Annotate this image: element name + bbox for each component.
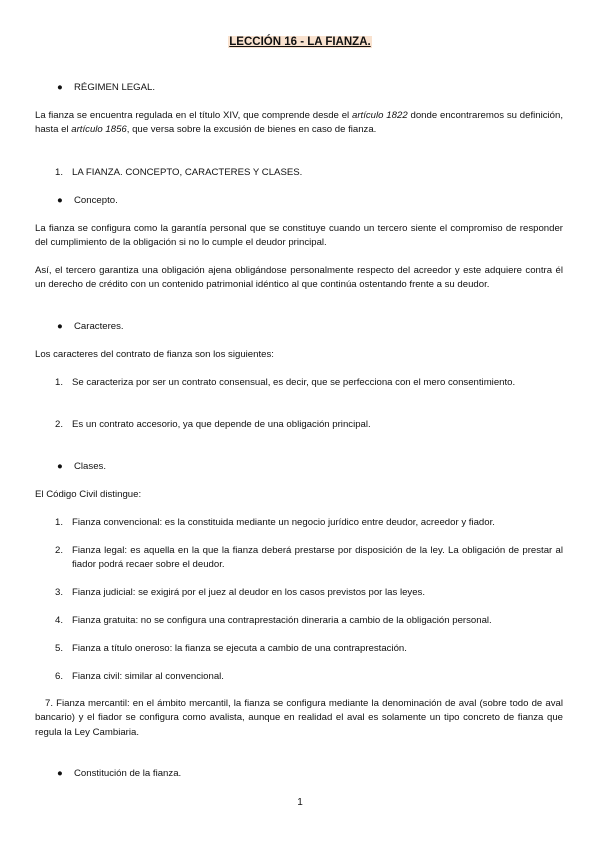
article-ref-1856: artículo 1856 [71,124,127,136]
bullet-dot: ● [57,461,63,472]
page-number: 1 [297,797,303,808]
bullet-dot: ● [57,321,63,332]
caracteres-intro: Los caracteres del contrato de fianza son los siguientes: [35,349,274,360]
clases-item-4: 4. Fianza gratuita: no se configura una contraprestación dineraria a cambio de la obligación personal. [55,615,492,626]
bullet-dot: ● [57,768,63,779]
concepto-paragraph-1: La fianza se configura como la garantía personal que se constituye cuando un tercero siente el compromiso de responder del cumplimiento de la obligación si no lo cumple el deudor principal. [35,223,563,249]
caracteres-heading: Caracteres. [74,321,124,332]
section-heading-1: 1. LA FIANZA. CONCEPTO, CARACTERES Y CLASES. [55,167,303,178]
clases-item-2: 2. Fianza legal: es aquella en la que la fianza deberá prestarse por disposición de la ley. La obligación de prestar al fiador podrá recaer sobre el deudor. [55,545,563,571]
clases-item-6: 6. Fianza civil: similar al convencional. [55,671,224,682]
caracteres-item-1: 1. Se caracteriza por ser un contrato consensual, es decir, que se perfecciona con el mero consentimiento. [55,377,516,388]
concepto-paragraph-2: Así, el tercero garantiza una obligación ajena obligándose personalmente respecto del acreedor y este adquiere contra él un derecho de crédito con un contenido patrimonial idéntico al que continúa ostentando frente a su deudor. [35,265,563,291]
clases-item-7: 7. Fianza mercantil: en el ámbito mercantil, la fianza se configura mediante la denominación de aval (sobre todo de aval bancario) y el fiador se configura como avalista, aunque en realidad el aval es solamente un tipo concreto de fianza que regula la Ley Cambiaria. [35,698,563,738]
constitucion-heading: Constitución de la fianza. [74,768,182,779]
clases-item-1: 1. Fianza convencional: es la constituida mediante un negocio jurídico entre deudor, acreedor y fiador. [55,517,495,528]
bullet-dot: ● [57,82,63,93]
article-ref-1822: artículo 1822 [352,110,408,121]
regimen-heading: RÉGIMEN LEGAL. [74,82,156,93]
regimen-paragraph: La fianza se encuentra regulada en el título XIV, que comprende desde el artículo 1822 donde encontraremos su definición, hasta el artículo 1856, que versa sobre la excusión de bienes en caso de fianza. [35,110,563,136]
clases-item-3: 3. Fianza judicial: se exigirá por el juez al deudor en los casos previstos por las leyes. [55,587,426,598]
clases-item-5: 5. Fianza a título oneroso: la fianza se ejecuta a cambio de una contraprestación. [55,643,407,654]
page-title: LECCIÓN 16 - LA FIANZA. [229,36,371,48]
concepto-heading: Concepto. [74,195,118,206]
caracteres-item-2: 2. Es un contrato accesorio, ya que depende de una obligación principal. [55,419,371,430]
bullet-dot: ● [57,195,63,206]
clases-intro: El Código Civil distingue: [35,489,142,500]
clases-heading: Clases. [74,461,106,472]
